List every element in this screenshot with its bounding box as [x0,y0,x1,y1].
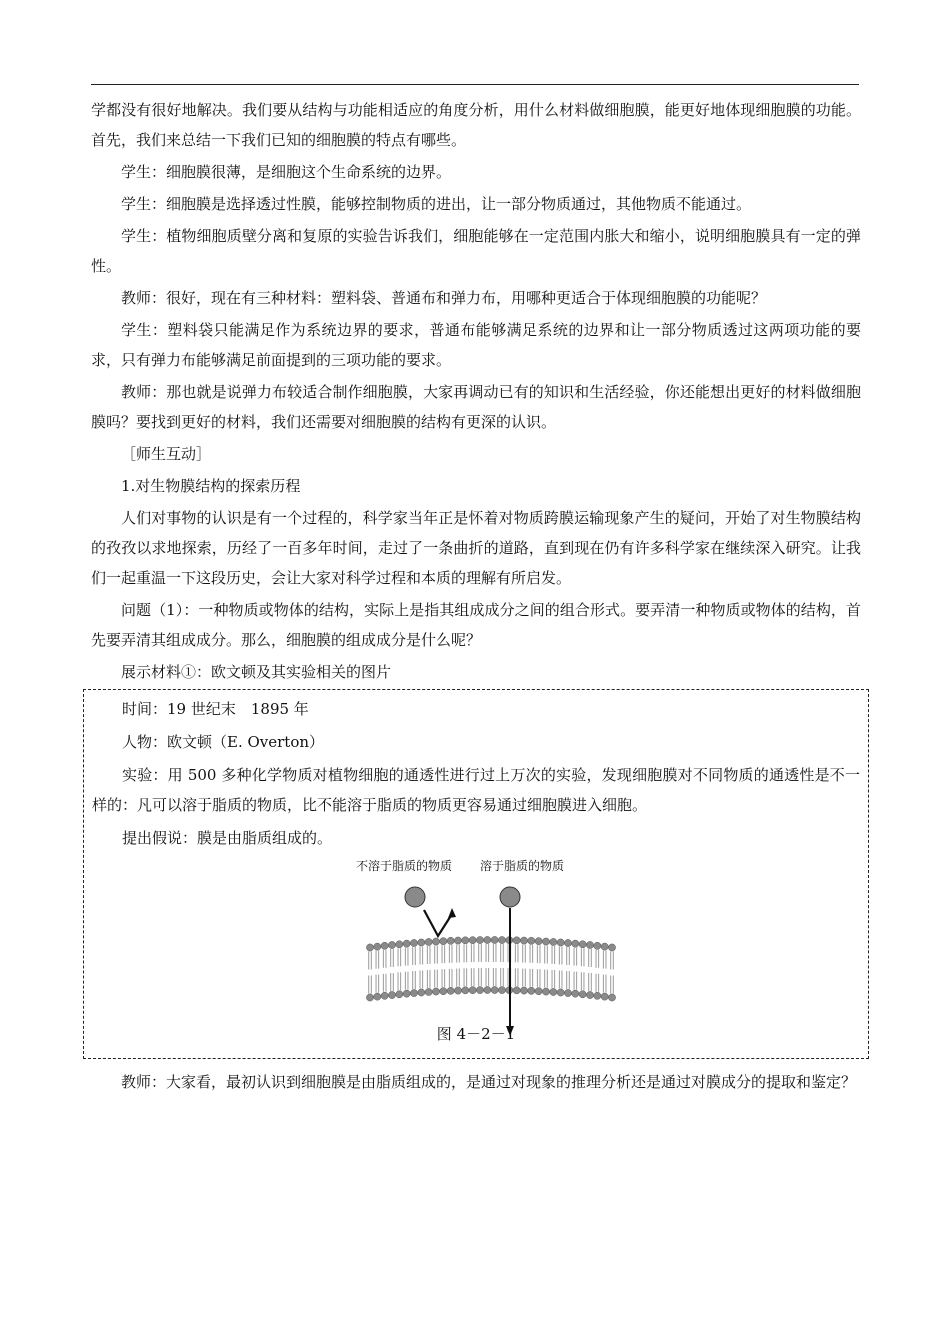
lipid-head [440,938,447,945]
lipid-head [425,988,432,995]
header-rule [91,84,859,85]
paragraph: ［师生互动］ [121,445,212,463]
lipid-head [535,938,542,945]
box-hypothesis: 提出假说：膜是由脂质组成的。 [122,829,333,847]
paragraph: 展示材料①：欧文顿及其实验相关的图片 [121,663,392,681]
lipid-head [425,938,432,945]
lipid-head [388,941,395,948]
lipid-head [608,994,615,1001]
figure-label-insoluble: 不溶于脂质的物质 [356,859,453,873]
top-paragraphs [91,95,861,687]
figure-caption: 图 4－2－1 [436,1025,516,1043]
lipid-head [462,987,469,994]
lipid-head [498,986,505,993]
lipid-head [484,936,491,943]
lipid-head [476,986,483,993]
lipid-head [366,944,373,951]
lipid-head [381,992,388,999]
lipid-head [608,944,615,951]
lipid-head [469,987,476,994]
material-box [83,689,869,1059]
lipid-head [601,943,608,950]
paragraph: 教师：很好，现在有三种材料：塑料袋、普通布和弹力布，用哪种更适合于体现细胞膜的功能呢？ [121,289,767,307]
lipid-head [564,989,571,996]
lipid-head [579,991,586,998]
lipid-head [374,993,381,1000]
lipid-head [594,942,601,949]
paragraph: 学生：塑料袋只能满足作为系统边界的要求，普通布能够满足系统的边界和让一部分物质透过这两项功能的要求，只有弹力布能够满足前面提到的三项功能的要求。 [91,321,861,369]
paragraph: 学生：细胞膜很薄，是细胞这个生命系统的边界。 [121,163,452,181]
lipid-head [418,939,425,946]
lipid-head [366,994,373,1001]
lipid-head [572,990,579,997]
lipid-head [550,988,557,995]
insoluble-molecule [405,887,425,907]
box-experiment: 实验：用 500 多种化学物质对植物细胞的通透性进行过上万次的实验，发现细胞膜对不同物质的通透性是不一样的：凡可以溶于脂质的物质，比不能溶于脂质的物质更容易通过细胞膜进入细胞。 [92,766,860,814]
lipid-head [498,936,505,943]
lipid-head [528,937,535,944]
lipid-head [374,943,381,950]
lipid-head [469,937,476,944]
lipid-head [564,939,571,946]
lipid-head [513,937,520,944]
paragraph: 学生：细胞膜是选择透过性膜，能够控制物质的进出，让一部分物质通过，其他物质不能通过。 [121,195,752,213]
lipid-head [447,937,454,944]
lipid-head [586,941,593,948]
lipid-head [542,988,549,995]
lipid-head [418,989,425,996]
lipid-head [462,937,469,944]
paragraph: 人们对事物的认识是有一个过程的，科学家当年正是怀着对物质跨膜运输现象产生的疑问，开始了对生物膜结构的孜孜以求地探索，历经了一百多年时间，走过了一条曲折的道路，直到现在仍有许多科学家在继续深入研究。让我们一起重温一下这段历史，会让大家对科学过程和本质的理解有所启发。 [91,509,861,587]
lipid-head [381,942,388,949]
lipid-head [557,989,564,996]
paragraph: 学都没有很好地解决。我们要从结构与功能相适应的角度分析，用什么材料做细胞膜，能更好地体现细胞膜的功能。首先，我们来总结一下我们已知的细胞膜的特点有哪些。 [91,101,861,149]
lipid-head [403,940,410,947]
bounce-arrow [424,910,452,936]
lipid-head [454,937,461,944]
lipid-head [520,987,527,994]
lipid-head [550,938,557,945]
lipid-head [594,992,601,999]
lipid-head [513,987,520,994]
lipid-head [476,936,483,943]
box-time: 时间：19 世纪末 1895 年 [122,700,309,718]
lipid-head [388,991,395,998]
lipid-head [440,988,447,995]
bottom-paragraph: 教师：大家看，最初认识到细胞膜是由脂质组成的，是通过对现象的推理分析还是通过对膜成分的提取和鉴定？ [121,1073,857,1091]
lipid-bilayer [366,936,615,1001]
lipid-head [491,936,498,943]
lipid-head [557,939,564,946]
lipid-head [403,990,410,997]
lipid-head [491,986,498,993]
lipid-head [542,938,549,945]
membrane-figure [356,859,616,1040]
lipid-head [454,987,461,994]
lipid-head [396,991,403,998]
bounce-arrow-head [448,908,456,918]
lipid-head [432,938,439,945]
lipid-head [447,987,454,994]
lipid-head [528,987,535,994]
soluble-molecule [500,887,520,907]
paragraph: 问题（1）：一种物质或物体的结构，实际上是指其组成成分之间的组合形式。要弄清一种物质或物体的结构，首先要弄清其组成成分。那么，细胞膜的组成成分是什么呢？ [91,601,861,649]
lipid-head [410,989,417,996]
lipid-head [586,991,593,998]
lipid-head [572,940,579,947]
lipid-head [410,939,417,946]
paragraph: 1.对生物膜结构的探索历程 [121,477,301,495]
lipid-head [601,993,608,1000]
paragraph: 教师：那也就是说弹力布较适合制作细胞膜，大家再调动已有的知识和生活经验，你还能想出更好的材料做细胞膜吗？要找到更好的材料，我们还需要对细胞膜的结构有更深的认识。 [91,383,861,431]
figure-label-soluble: 溶于脂质的物质 [480,859,565,873]
lipid-head [432,988,439,995]
lipid-head [520,937,527,944]
box-person: 人物：欧文顿（E. Overton） [122,733,325,751]
lipid-head [484,986,491,993]
document-body [91,95,861,1099]
lipid-head [396,941,403,948]
lipid-head [535,988,542,995]
paragraph: 学生：植物细胞质壁分离和复原的实验告诉我们，细胞能够在一定范围内胀大和缩小，说明细胞膜具有一定的弹性。 [91,227,861,275]
lipid-head [579,941,586,948]
